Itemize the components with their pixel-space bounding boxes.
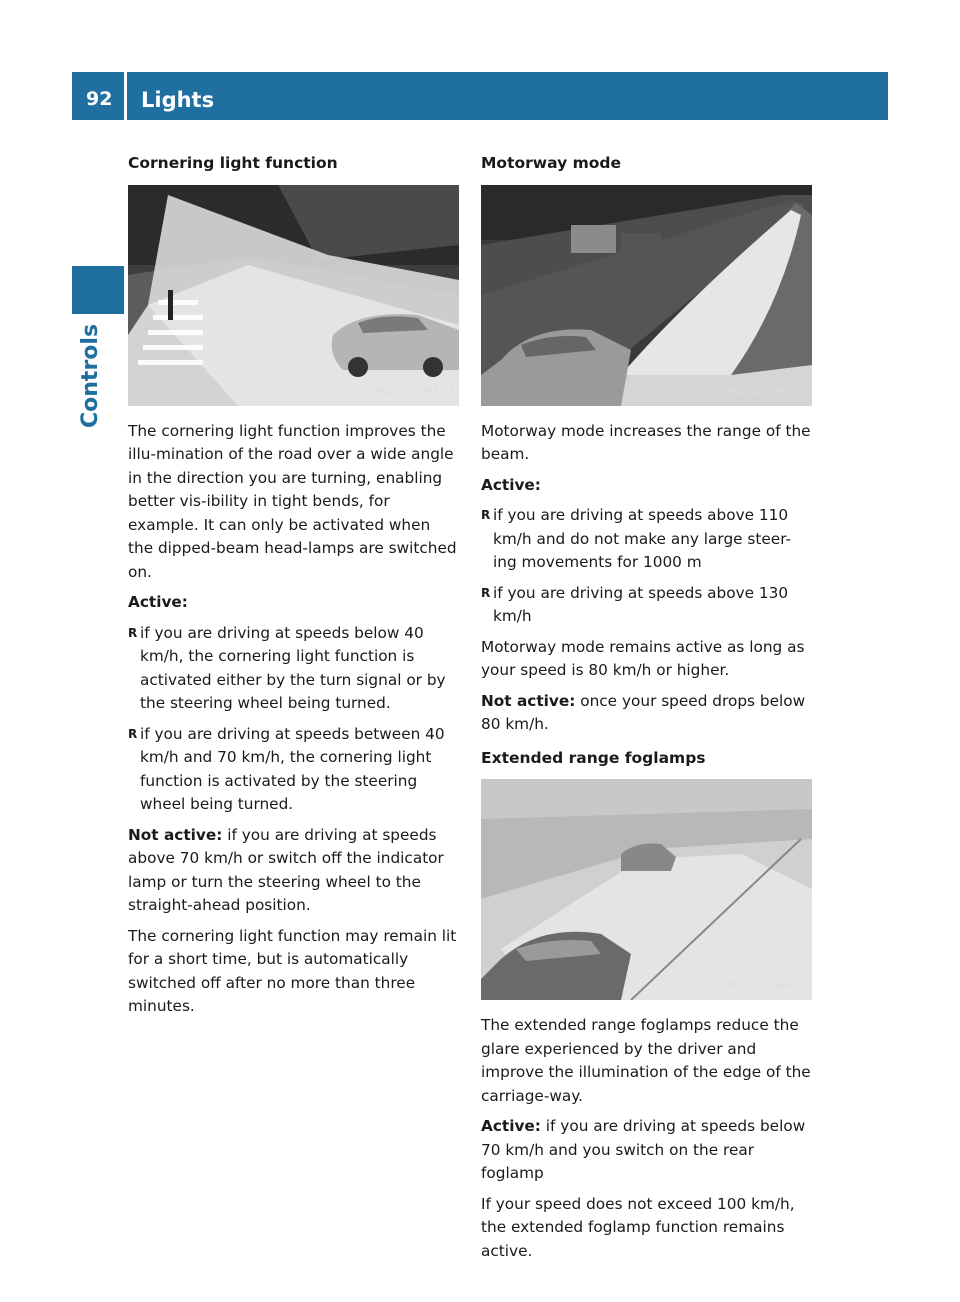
foglamps-heading: Extended range foglamps (481, 748, 706, 767)
active-text: if you are driving at speeds below 70 km/h and you switch on the rear foglamp (481, 1117, 806, 1182)
list-item: R if you are driving at speeds above 130 km/h (481, 582, 813, 629)
left-column (128, 152, 460, 1026)
cornering-illustration (128, 185, 459, 406)
motorway-intro: Motorway mode increases the range of the beam. (481, 421, 811, 463)
cornering-intro: The cornering light function improves the illu-mination of the road over a wide angle in the direction you are turning, enabling better vis-ibility in tight bends, for example. It can only be activated when the dipped-beam head-lamps are switched on. (128, 421, 457, 581)
side-tab-marker (72, 266, 124, 314)
cornering-final-note: The cornering light function may remain lit for a short time, but is automatically switched off after no more than three minutes. (128, 926, 457, 1015)
list-item: R if you are driving at speeds between 40 km/h and 70 km/h, the cornering light function is activated by the steering wheel being turned. (128, 723, 460, 817)
section-title: Lights (141, 88, 215, 112)
foglamps-final: If your speed does not exceed 100 km/h, the extended foglamp function remains active. (481, 1194, 795, 1260)
foglamps-active (481, 1115, 813, 1186)
foglamps-figure (481, 779, 812, 1000)
active-conditions-list (128, 622, 460, 817)
not-active-paragraph (128, 824, 460, 918)
not-active-text: if you are driving at speeds above 70 km/h or switch off the indicator lamp or turn the steering wheel to the straight-ahead position. (128, 825, 444, 914)
motorway-mode-figure (481, 185, 812, 406)
not-active-label: Not active: (481, 691, 576, 710)
figure-code: P82.10-5397-31 (374, 386, 455, 397)
list-item: R if you are driving at speeds below 40 km/h, the cornering light function is activated either by the turn signal or by the steering wheel being turned. (128, 622, 460, 716)
not-active-label: Not active: (128, 825, 223, 844)
not-active-text: once your speed drops below 80 km/h. (481, 691, 806, 733)
active-label: Active: (481, 475, 541, 494)
figure-code: P82.10-5394-31 (727, 980, 808, 992)
active-label: Active: (481, 1117, 541, 1135)
motorway-remains: Motorway mode remains active as long as your speed is 80 km/h or higher. (481, 637, 805, 679)
cornering-heading: Cornering light function (128, 154, 338, 172)
cornering-light-figure (128, 185, 459, 406)
foglamps-intro: The extended range foglamps reduce the glare experienced by the driver and improve the illumination of the edge of the carriage-way. (481, 1016, 811, 1105)
motorway-active-list (481, 504, 813, 629)
side-section-label: Controls (78, 323, 103, 428)
figure-code: P82.10-5395-31 (727, 386, 808, 397)
header-divider (124, 72, 127, 120)
page-number: 92 (86, 88, 113, 110)
motorway-not-active (481, 690, 813, 737)
list-item: R if you are driving at speeds above 110 km/h and do not make any large steer-ing movements for 1000 m (481, 504, 813, 575)
right-column (481, 152, 813, 1270)
active-label: Active: (128, 593, 188, 611)
foglamps-illustration (481, 779, 812, 1000)
motorway-illustration (481, 185, 812, 406)
motorway-heading: Motorway mode (481, 154, 621, 172)
